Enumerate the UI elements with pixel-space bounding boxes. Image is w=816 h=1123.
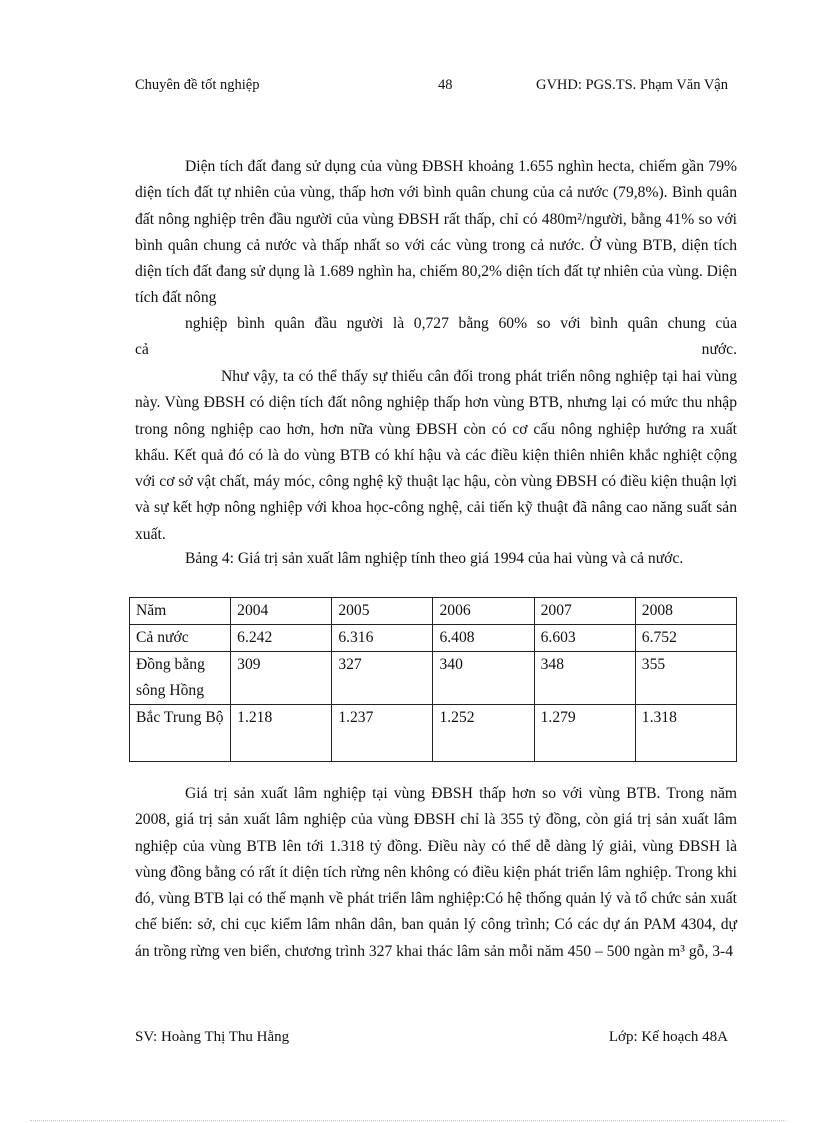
table-row (130, 705, 737, 762)
paragraph-agri-land-per-capita (135, 311, 737, 364)
table-row (130, 625, 737, 652)
table-row (130, 652, 737, 705)
table-cell: 6.752 (635, 625, 736, 652)
table-cell: 309 (231, 652, 332, 705)
table-header-row (130, 598, 737, 625)
table-cell: 6.242 (231, 625, 332, 652)
table-cell: 1.318 (635, 705, 736, 762)
table-header-cell: Năm (130, 598, 231, 625)
paragraph-line: nghiệp bình quân đầu người là 0,727 bằng 60% so với bình quân chung của (185, 315, 737, 332)
table-cell: 1.279 (534, 705, 635, 762)
paragraph-imbalance: Như vậy, ta có thể thấy sự thiếu cân đối trong phát triển nông nghiệp tại hai vùng này. Vùng ĐBSH có diện tích đất nông nghiệp thấp hơn vùng BTB, nhưng lại có mức thu nhập trong nông nghiệp cao hơn, hơn nữa vùng ĐBSH còn có cơ cấu nông nghiệp hướng ra xuất khẩu. Kết quả đó có là do vùng BTB có khí hậu và các điều kiện thiên nhiên khắc nghiệt cộng với cơ sở vật chất, máy móc, công nghệ kỹ thuật lạc hậu, còn vùng ĐBSH có điều kiện thuận lợi và sự kết hợp nông nghiệp với khoa học-công nghệ, cải tiến kỹ thuật đã nâng cao năng suất sản xuất. (135, 368, 737, 543)
table-header-cell: 2006 (433, 598, 534, 625)
table-cell: 1.237 (332, 705, 433, 762)
paragraph-land-area: Diện tích đất đang sử dụng của vùng ĐBSH khoảng 1.655 nghìn hecta, chiếm gần 79% diện tích đất tự nhiên của vùng, thấp hơn với bình quân chung của cả nước (79,8%). Bình quân đất nông nghiệp trên đầu người của vùng ĐBSH rất thấp, chỉ có 480m²/người, bằng 41% so với bình quân chung cả nước và thấp nhất so với các vùng trong cả nước. Ở vùng BTB, diện tích diện tích đất đang sử dụng là 1.689 nghìn ha, chiếm 80,2% diện tích đất tự nhiên của vùng. Diện tích đất nông (135, 158, 737, 307)
page-number: 48 (438, 77, 453, 93)
table-cell: 1.218 (231, 705, 332, 762)
table-cell: 6.603 (534, 625, 635, 652)
table-caption: Bảng 4: Giá trị sản xuất lâm nghiệp tính theo giá 1994 của hai vùng và cả nước. (185, 550, 684, 567)
table-cell: 348 (534, 652, 635, 705)
table-cell: Đồng bằng sông Hồng (130, 652, 231, 705)
table-header-cell: 2007 (534, 598, 635, 625)
table-cell: 1.252 (433, 705, 534, 762)
table-header-cell: 2005 (332, 598, 433, 625)
footer-class: Lớp: Kế hoạch 48A (608, 1029, 728, 1045)
table-cell: 355 (635, 652, 736, 705)
header-supervisor: GVHD: PGS.TS. Phạm Văn Vận (535, 77, 728, 93)
page-header (135, 77, 728, 97)
table-header-cell: 2008 (635, 598, 736, 625)
table-header-cell: 2004 (231, 598, 332, 625)
table-cell: Bắc Trung Bộ (130, 705, 231, 762)
table-cell: 6.408 (433, 625, 534, 652)
page-bottom-divider (30, 1120, 786, 1121)
paragraph-forestry-value: Giá trị sản xuất lâm nghiệp tại vùng ĐBSH thấp hơn so với vùng BTB. Trong năm 2008, giá trị sản xuất lâm nghiệp của vùng ĐBSH chỉ là 355 tỷ đồng, còn giá trị sản xuất lâm nghiệp của vùng BTB lên tới 1.318 tỷ đồng. Điều này có thể dễ dàng lý giải, vùng ĐBSH là vùng đồng bằng có rất ít diện tích rừng nên không có điều kiện phát triển lâm nghiệp. Trong khi đó, vùng BTB lại có thế mạnh về phát triển lâm nghiệp:Có hệ thống quản lý và tổ chức sản xuất chế biến: sở, chi cục kiểm lâm nhân dân, ban quản lý công trình; Có các dự án PAM 4304, dự án trồng rừng ven biển, chương trình 327 khai thác lâm sản mỗi năm 450 – 500 ngàn m³ gỗ, 3-4 (135, 785, 737, 960)
table-cell: 327 (332, 652, 433, 705)
footer-student-name: SV: Hoàng Thị Thu Hằng (135, 1029, 290, 1045)
line-end-word: nước. (701, 341, 737, 359)
table-cell: 340 (433, 652, 534, 705)
table-cell: Cả nước (130, 625, 231, 652)
line-start-word: cả (135, 341, 149, 359)
paragraph-line (135, 337, 737, 363)
forestry-value-table (129, 597, 737, 762)
page-footer (135, 1029, 728, 1049)
header-thesis-title: Chuyên đề tốt nghiệp (135, 77, 260, 93)
table-cell: 6.316 (332, 625, 433, 652)
